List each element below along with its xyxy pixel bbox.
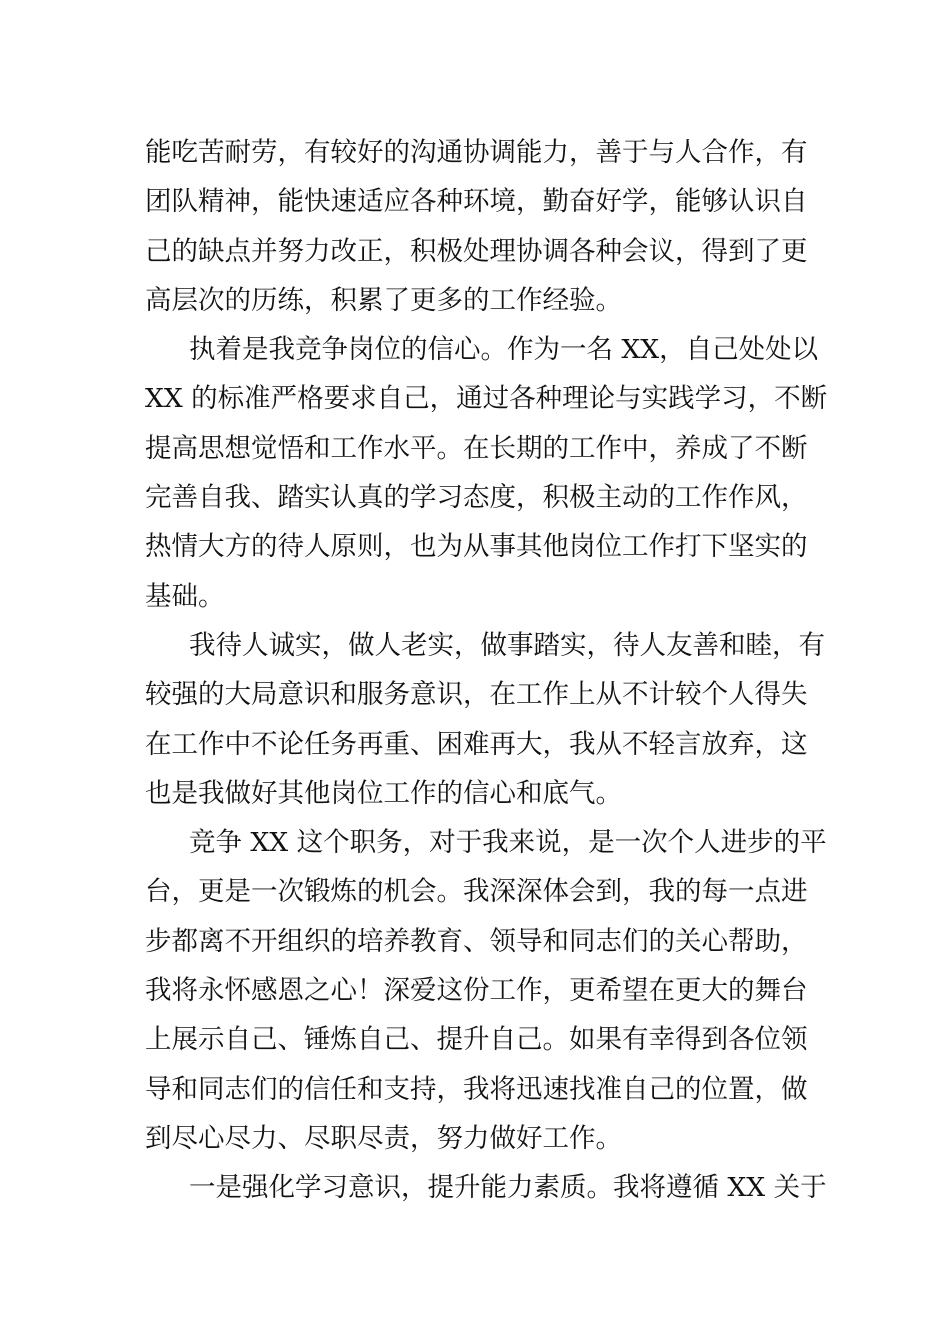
text-line: 台，更是一次锻炼的机会。我深深体会到，我的每一点进 <box>145 876 808 908</box>
text-line: 能吃苦耐劳，有较好的沟通协调能力，善于与人合作，有 <box>145 137 808 168</box>
text-line: 己的缺点并努力改正，积极处理协调各种会议，得到了更 <box>145 235 808 267</box>
text-line: 步都离不开组织的培养教育、领导和同志们的关心帮助， <box>145 925 808 957</box>
text-line: 较强的大局意识和服务意识，在工作上从不计较个人得失 <box>145 679 808 711</box>
text-line: 团队精神，能快速适应各种环境，勤奋好学，能够认识自 <box>145 186 808 218</box>
body-text <box>145 128 828 1213</box>
text-line: XX 的标准严格要求自己，通过各种理论与实践学习，不断 <box>145 383 828 415</box>
text-line: 我待人诚实，做人老实，做事踏实，待人友善和睦，有 <box>189 629 825 661</box>
text-line: 上展示自己、锤炼自己、提升自己。如果有幸得到各位领 <box>145 1024 808 1056</box>
text-line: 热情大方的待人原则，也为从事其他岗位工作打下坚实的 <box>145 531 808 563</box>
text-line: 到尽心尽力、尽职尽责，努力做好工作。 <box>145 1122 622 1154</box>
text-line: 提高思想觉悟和工作水平。在长期的工作中，养成了不断 <box>145 432 808 464</box>
text-line: 执着是我竞争岗位的信心。作为一名 XX，自己处处以 <box>189 334 819 366</box>
text-line: 一是强化学习意识，提升能力素质。我将遵循 XX 关于 <box>189 1172 827 1204</box>
text-line: 完善自我、踏实认真的学习态度，积极主动的工作作风， <box>145 482 808 514</box>
text-line: 在工作中不论任务再重、困难再大，我从不轻言放弃，这 <box>145 728 808 760</box>
text-line: 导和同志们的信任和支持，我将迅速找准自己的位置，做 <box>145 1073 808 1105</box>
text-line: 基础。 <box>145 580 225 612</box>
text-line: 我将永怀感恩之心！深爱这份工作，更希望在更大的舞台 <box>145 975 808 1007</box>
text-line: 高层次的历练，积累了更多的工作经验。 <box>145 284 622 316</box>
text-line: 竞争 XX 这个职务，对于我来说，是一次个人进步的平 <box>189 827 827 859</box>
text-line: 也是我做好其他岗位工作的信心和底气。 <box>145 777 622 809</box>
